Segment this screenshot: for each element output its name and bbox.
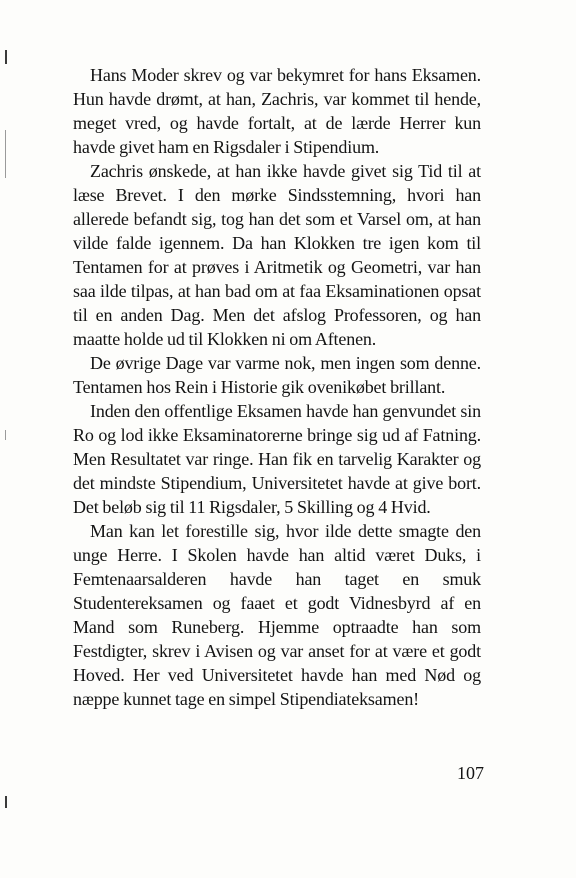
paragraph: Zachris ønskede, at han ikke havde givet sig Tid til at læse Brevet. I den mørke Sindsstemning, hvori han allerede befandt sig, tog han det som et Varsel om, at han vilde falde igennem. Da han Klokken tre igen kom til Tentamen for at prøves i Aritmetik og Geometri, var han saa ilde tilpas, at han bad om at faa Eksaminationen opsat til en anden Dag. Men det afslog Professoren, og han maatte holde ud til Klokken ni om Aftenen. <box>73 161 481 349</box>
page-number: 107 <box>457 763 484 783</box>
body-text <box>73 63 481 711</box>
margin-mark <box>5 50 7 64</box>
margin-mark <box>5 796 7 808</box>
paragraph: Inden den offentlige Eksamen havde han genvundet sin Ro og lod ikke Eksaminatorerne bringe sig ud af Fatning. Men Resultatet var ringe. Han fik en tarvelig Karakter og det mindste Stipendium, Universitetet havde at give bort. Det beløb sig til 11 Rigsdaler, 5 Skilling og 4 Hvid. <box>73 401 481 517</box>
paragraph: Man kan let forestille sig, hvor ilde dette smagte den unge Herre. I Skolen havde han altid været Duks, i Femtenaarsalderen havde han taget en smuk Studentereksamen og faaet et godt Vidnesbyrd af en Mand som Runeberg. Hjemme optraadte han som Festdigter, skrev i Avisen og var anset for at være et godt Hoved. Her ved Universitetet havde han med Nød og næppe kunnet tage en simpel Stipendiateksamen! <box>73 521 481 709</box>
paragraph: De øvrige Dage var varme nok, men ingen som denne. Tentamen hos Rein i Historie gik ovenikøbet brillant. <box>73 353 481 397</box>
margin-mark <box>5 130 6 178</box>
margin-mark <box>5 430 6 440</box>
paragraph: Hans Moder skrev og var bekymret for hans Eksamen. Hun havde drømt, at han, Zachris, var kommet til hende, meget vred, og havde fortalt, at de lærde Herrer kun havde givet ham en Rigsdaler i Stipendium. <box>73 65 481 157</box>
